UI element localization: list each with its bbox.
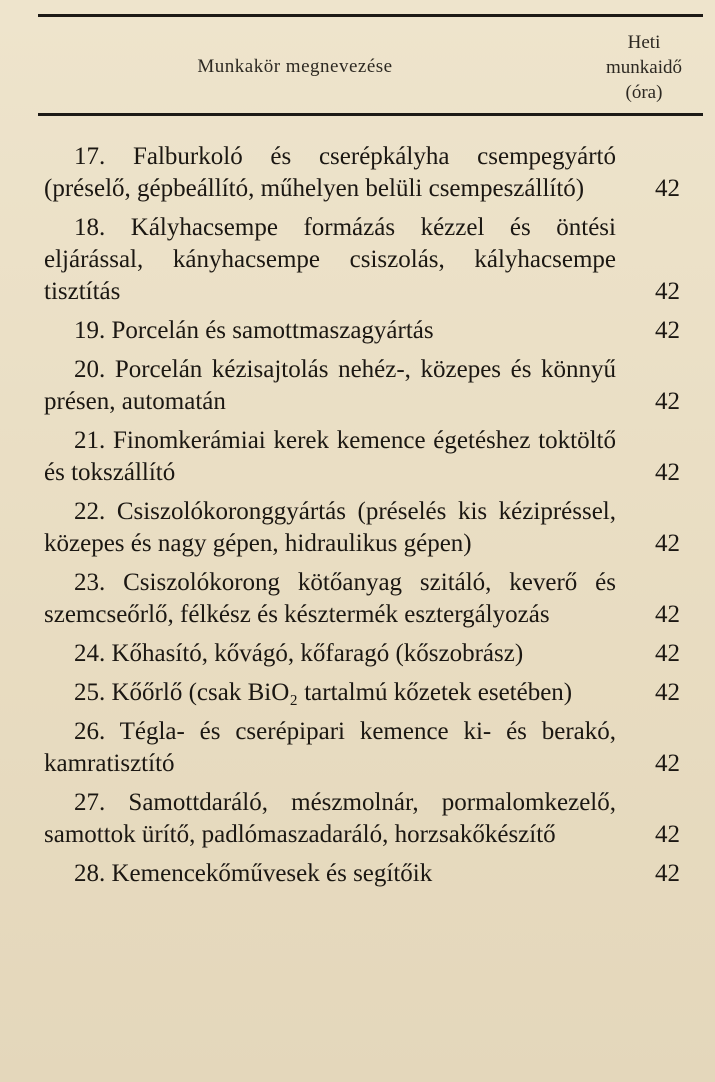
weekly-hours-value: 42 [655,679,680,706]
job-description: 23. Csiszolókorong kötőanyag szitáló, keverő és szemcseőrlő, félkész és késztermék esztergályozás [44,569,616,628]
weekly-hours-value: 42 [655,640,680,667]
header-bottom-rule [38,113,703,116]
job-description: 18. Kályhacsempe formázás kézzel és öntési eljárással, kányhacsempe csiszolás, kályhacsempe tisztítás [44,214,616,305]
job-table-body [44,141,680,897]
table-row [44,716,680,780]
job-description: 26. Tégla- és cserépipari kemence ki- és berakó, kamratisztító [44,718,616,777]
table-row [44,677,680,709]
job-description: 21. Finomkerámiai kerek kemence égetéshez toktöltő és tokszállító [44,427,616,486]
header-hours-line-3: (óra) [625,82,663,103]
weekly-hours-value: 42 [655,175,680,202]
weekly-hours-value: 42 [655,821,680,848]
job-description: 20. Porcelán kézisajtolás nehéz-, közepes és könnyű présen, automatán [44,356,616,415]
table-row [44,858,680,890]
weekly-hours-value: 42 [655,388,680,415]
job-description: 28. Kemencekőművesek és segítőik [74,860,433,887]
table-row [44,567,680,631]
job-description: 27. Samottdaráló, mészmolnár, pormalomkezelő, samottok ürítő, padlómaszadaráló, horzsakőkészítő [44,789,616,848]
table-row [44,787,680,851]
weekly-hours-value: 42 [655,317,680,344]
table-row [44,212,680,308]
column-header-job-title: Munkakör megnevezése [197,56,393,77]
job-description: 25. Kőőrlő (csak BiO₂ tartalmú kőzetek esetében) [74,679,573,706]
column-header-weekly-hours [585,30,703,105]
table-top-rule [38,14,703,17]
weekly-hours-value: 42 [655,278,680,305]
weekly-hours-value: 42 [655,601,680,628]
table-row [44,638,680,670]
job-description: 22. Csiszolókoronggyártás (préselés kis kézipréssel, közepes és nagy gépen, hidraulikus gépen) [44,498,616,557]
job-description: 19. Porcelán és samottmaszagyártás [74,317,434,344]
job-description: 17. Falburkoló és cserépkályha csempegyártó (préselő, gépbeállító, műhelyen belüli csempeszállító) [44,143,616,202]
table-row [44,141,680,205]
table-row [44,354,680,418]
weekly-hours-value: 42 [655,750,680,777]
weekly-hours-value: 42 [655,860,680,887]
weekly-hours-value: 42 [655,459,680,486]
table-row [44,496,680,560]
table-row [44,425,680,489]
header-hours-line-2: munkaidő [606,57,682,78]
weekly-hours-value: 42 [655,530,680,557]
job-description: 24. Kőhasító, kővágó, kőfaragó (kőszobrász) [74,640,524,667]
header-hours-line-1: Heti [627,32,661,53]
table-row [44,315,680,347]
